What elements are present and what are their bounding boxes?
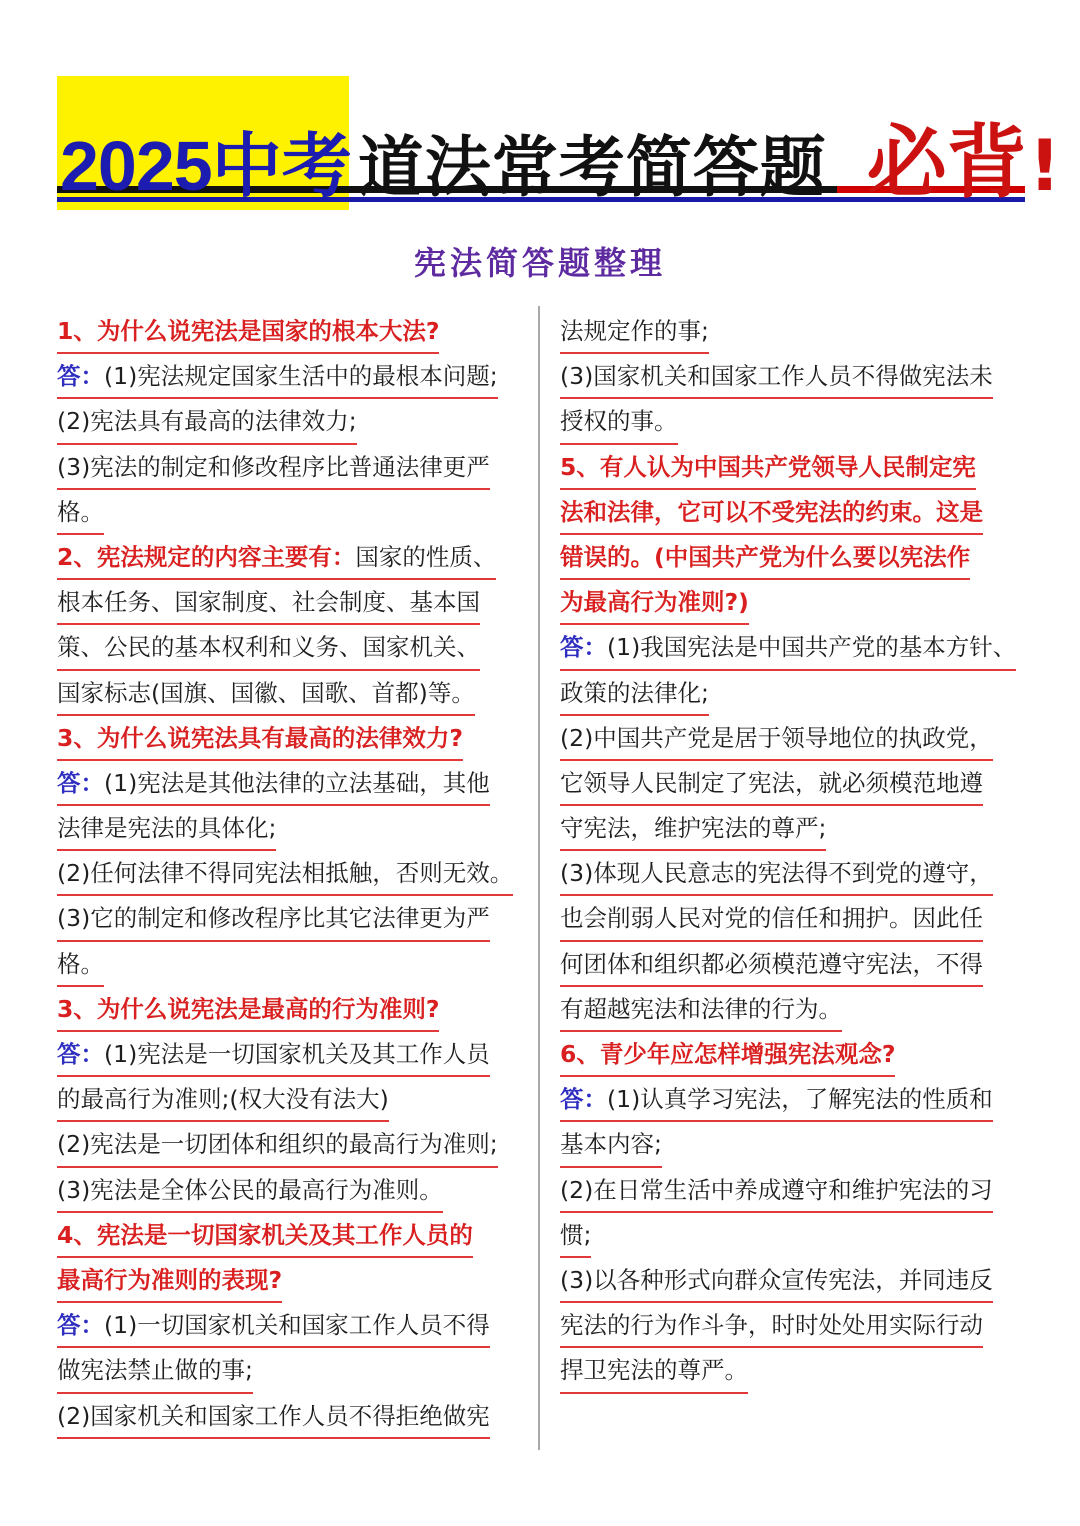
line-text: (2)中国共产党是居于领导地位的执政党，	[560, 723, 993, 752]
line-text: (2)在日常生活中养成遵守和维护宪法的习	[560, 1175, 993, 1204]
line-text: (2)任何法律不得同宪法相抵触，否则无效。	[57, 859, 514, 888]
right-column	[560, 309, 1030, 1394]
answer-line	[560, 1077, 993, 1122]
answer-line	[57, 1168, 443, 1213]
line-text: 基本内容;	[560, 1130, 662, 1159]
line-text: 做宪法禁止做的事;	[57, 1356, 253, 1385]
answer-line	[57, 354, 498, 399]
line-text: (1)认真学习宪法，了解宪法的性质和	[607, 1085, 993, 1114]
line-text: 3、为什么说宪法是最高的行为准则?	[57, 994, 440, 1023]
answer-line	[57, 445, 490, 490]
column-divider	[538, 306, 540, 1450]
answer-line	[57, 625, 480, 670]
question-line	[560, 580, 749, 625]
question-line	[57, 987, 439, 1032]
line-text: (3)体现人民意志的宪法得不到党的遵守，	[560, 859, 993, 888]
line-text: 的最高行为准则;(权大没有法大)	[57, 1085, 389, 1114]
question-line	[560, 1032, 895, 1077]
answer-line	[560, 671, 709, 716]
line-text: 国家的性质、	[355, 542, 497, 571]
line-text: (1)我国宪法是中国共产党的基本方针、	[607, 633, 1017, 662]
line-text: (2)宪法是一切团体和组织的最高行为准则;	[57, 1130, 498, 1159]
line-text: (2)国家机关和国家工作人员不得拒绝做宪	[57, 1401, 490, 1430]
question-line	[57, 1213, 473, 1258]
answer-line	[560, 761, 983, 806]
line-text: 法规定作的事;	[560, 317, 709, 345]
answer-line	[560, 987, 842, 1032]
answer-line	[560, 806, 826, 851]
line-text: 惯;	[560, 1220, 592, 1249]
answer-line	[560, 1348, 748, 1393]
line-text: 捍卫宪法的尊严。	[560, 1356, 748, 1385]
line-text: (3)以各种形式向群众宣传宪法，并同违反	[560, 1265, 993, 1294]
answer-label: 答：	[57, 768, 104, 797]
line-text: 错误的。(中国共产党为什么要以宪法作	[560, 542, 971, 571]
title-exam: 中考	[211, 125, 352, 207]
line-text: 最高行为准则的表现?	[57, 1265, 283, 1294]
answer-line	[560, 309, 709, 354]
answer-line	[560, 1213, 591, 1258]
answer-label: 答：	[560, 1085, 607, 1114]
question-line	[57, 1258, 282, 1303]
line-text: 1、为什么说宪法是国家的根本大法?	[57, 317, 440, 345]
answer-line	[57, 896, 490, 941]
line-text: (3)它的制定和修改程序比其它法律更为严	[57, 904, 490, 933]
answer-line	[57, 1348, 253, 1393]
line-text: 它领导人民制定了宪法，就必须模范地遵	[560, 768, 983, 797]
answer-label: 答：	[57, 1040, 104, 1068]
answer-line	[57, 761, 490, 806]
line-text: (3)国家机关和国家工作人员不得做宪法未	[560, 362, 993, 391]
question-line	[560, 490, 983, 535]
line-text: 政策的法律化;	[560, 678, 709, 707]
line-text: 格。	[57, 949, 104, 978]
title-main: 道法常考简答题	[357, 129, 827, 206]
answer-line	[560, 1303, 983, 1348]
question-line	[57, 309, 439, 354]
line-text: 也会削弱人民对党的信任和拥护。因此任	[560, 904, 983, 933]
answer-label: 答：	[57, 362, 104, 391]
left-column	[57, 309, 527, 1439]
answer-label: 答：	[57, 1311, 104, 1340]
line-text: 根本任务、国家制度、社会制度、基本国	[57, 588, 480, 617]
line-text: 授权的事。	[560, 407, 678, 436]
answer-line	[57, 490, 104, 535]
line-text: 策、公民的基本权利和义务、国家机关、	[57, 633, 480, 662]
answer-line	[57, 1122, 498, 1167]
line-text: (3)宪法的制定和修改程序比普通法律更严	[57, 452, 490, 481]
answer-line	[560, 1258, 993, 1303]
answer-line	[57, 1077, 389, 1122]
answer-line	[57, 1394, 490, 1439]
line-text: 法和法律，它可以不受宪法的约束。这是	[560, 497, 983, 526]
line-text: (1)宪法是一切国家机关及其工作人员	[104, 1040, 490, 1068]
answer-line	[57, 535, 496, 580]
line-text: 3、为什么说宪法具有最高的法律效力?	[57, 723, 463, 752]
answer-line	[57, 1032, 490, 1077]
line-text: 何团体和组织都必须模范遵守宪法，不得	[560, 949, 983, 978]
answer-line	[57, 671, 475, 716]
section-subtitle: 宪法简答题整理	[413, 244, 666, 282]
line-text: 国家标志(国旗、国徽、国歌、首都)等。	[57, 678, 475, 707]
answer-line	[560, 1122, 662, 1167]
answer-line	[560, 1168, 993, 1213]
line-text: 格。	[57, 497, 104, 526]
line-text: (1)一切国家机关和国家工作人员不得	[104, 1311, 490, 1340]
line-text: 法律是宪法的具体化;	[57, 814, 277, 843]
question-line	[57, 716, 463, 761]
line-text: 为最高行为准则?)	[560, 588, 749, 617]
answer-line	[57, 851, 513, 896]
line-text: (1)宪法规定国家生活中的最根本问题;	[104, 362, 498, 391]
answer-line	[560, 354, 993, 399]
answer-line	[560, 896, 983, 941]
line-text: 守宪法，维护宪法的尊严;	[560, 814, 827, 843]
answer-line	[560, 851, 993, 896]
answer-line	[560, 625, 1016, 670]
question-line	[560, 445, 976, 490]
page-title	[60, 98, 1061, 209]
line-text: (2)宪法具有最高的法律效力;	[57, 407, 357, 436]
line-text: 6、青少年应怎样增强宪法观念?	[560, 1040, 896, 1068]
answer-label: 答：	[560, 633, 607, 662]
title-exclaim: !	[1028, 125, 1061, 207]
line-text: 5、有人认为中国共产党领导人民制定宪	[560, 452, 976, 481]
line-text: (1)宪法是其他法律的立法基础，其他	[104, 768, 490, 797]
line-text: 宪法的行为作斗争，时时处处用实际行动	[560, 1311, 983, 1340]
line-text: (3)宪法是全体公民的最高行为准则。	[57, 1175, 443, 1204]
answer-line	[57, 399, 357, 444]
answer-line	[560, 716, 993, 761]
line-text: 有超越宪法和法律的行为。	[560, 994, 842, 1023]
answer-line	[57, 806, 276, 851]
answer-line	[57, 580, 480, 625]
line-text: 4、宪法是一切国家机关及其工作人员的	[57, 1220, 473, 1249]
question-lead: 2、宪法规定的内容主要有：	[57, 542, 356, 571]
answer-line	[560, 942, 983, 987]
title-year: 2025	[60, 127, 212, 205]
title-must: 必背	[866, 116, 1027, 209]
answer-line	[57, 1303, 490, 1348]
question-line	[560, 535, 970, 580]
answer-line	[57, 942, 104, 987]
answer-line	[560, 399, 678, 444]
